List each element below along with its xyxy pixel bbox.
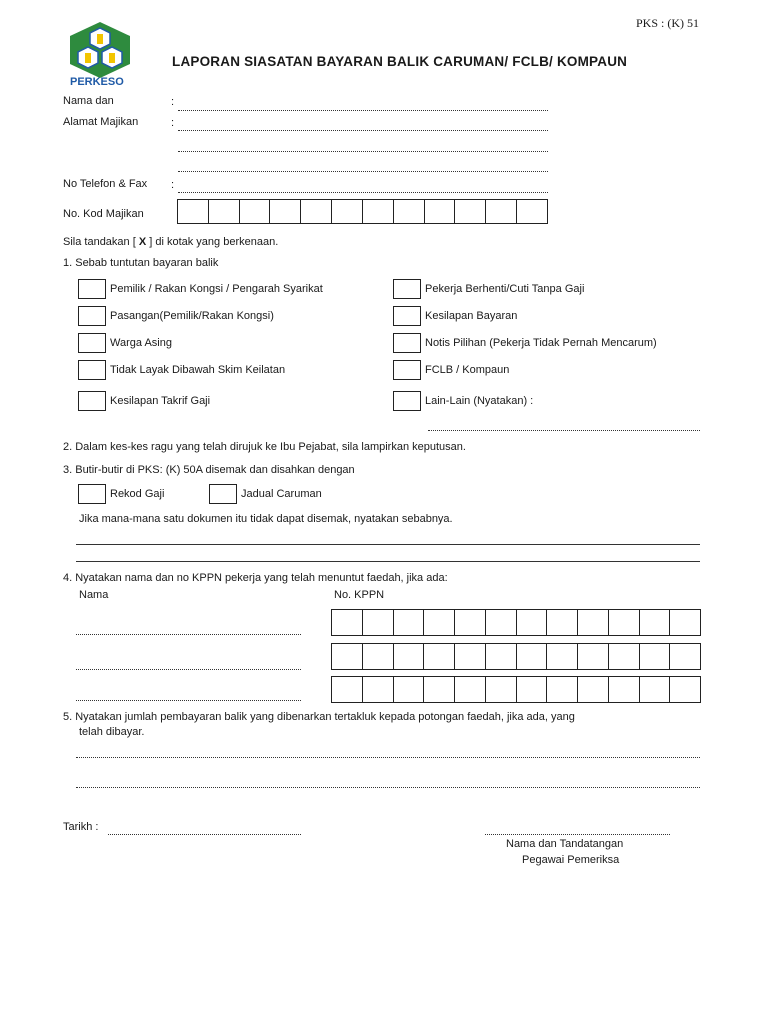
- option-label: Kesilapan Bayaran: [425, 310, 518, 322]
- option-label: Notis Pilihan (Pekerja Tidak Pernah Mencarum): [425, 337, 657, 349]
- perkeso-logo: [64, 20, 136, 90]
- checkbox-employee-stopped[interactable]: [393, 279, 421, 299]
- option-label: Pasangan(Pemilik/Rakan Kongsi): [110, 310, 274, 322]
- option-label: Pemilik / Rakan Kongsi / Pengarah Syarikat: [110, 283, 323, 295]
- checkbox-others[interactable]: [393, 391, 421, 411]
- form-code: PKS : (K) 51: [636, 16, 700, 30]
- checkbox-foreign-worker[interactable]: [78, 333, 106, 353]
- option-label: Lain-Lain (Nyatakan) :: [425, 395, 534, 407]
- checkbox-payment-error[interactable]: [393, 306, 421, 326]
- reason-field-2[interactable]: [76, 561, 700, 562]
- colon: :: [171, 179, 175, 191]
- refund-amount-field-1[interactable]: [76, 757, 700, 758]
- refund-amount-field-2[interactable]: [76, 787, 700, 788]
- kppn-column-header: No. KPPN: [334, 589, 385, 601]
- section1-title: 1. Sebab tuntutan bayaran balik: [63, 257, 219, 269]
- section5-text-line1: 5. Nyatakan jumlah pembayaran balik yang dibenarkan tertakluk kepada potongan faedah, jika ada, yang: [63, 711, 575, 723]
- date-field[interactable]: [108, 834, 301, 835]
- checkbox-fclb-kompaun[interactable]: [393, 360, 421, 380]
- claimant-name-field-2[interactable]: [76, 669, 301, 670]
- name-label-line1: Nama dan: [63, 95, 114, 107]
- checkbox-contribution-schedule[interactable]: [209, 484, 237, 504]
- section3-text: 3. Butir-butir di PKS: (K) 50A disemak dan disahkan dengan: [63, 464, 355, 476]
- phone-fax-field[interactable]: [178, 192, 548, 193]
- option-label: Kesilapan Takrif Gaji: [110, 395, 211, 407]
- employer-code-boxes[interactable]: [177, 199, 548, 224]
- others-specify-field[interactable]: [428, 430, 700, 431]
- checkbox-option-notice[interactable]: [393, 333, 421, 353]
- colon: :: [171, 96, 175, 108]
- signature-label-line2: Pegawai Pemeriksa: [522, 854, 620, 866]
- checkbox-wage-definition-error[interactable]: [78, 391, 106, 411]
- option-label: FCLB / Kompaun: [425, 364, 510, 376]
- instruction-text: Sila tandakan [ X ] di kotak yang berkenaan.: [63, 236, 279, 248]
- checkbox-not-eligible-invalidity[interactable]: [78, 360, 106, 380]
- kppn-boxes-2[interactable]: [331, 643, 701, 670]
- employer-address-field-1[interactable]: [178, 130, 548, 131]
- employer-name-field[interactable]: [178, 110, 548, 111]
- date-label: Tarikh :: [63, 821, 99, 833]
- option-label: Rekod Gaji: [110, 488, 165, 500]
- option-label: Jadual Caruman: [241, 488, 322, 500]
- kppn-boxes-1[interactable]: [331, 609, 701, 636]
- section2-text: 2. Dalam kes-kes ragu yang telah dirujuk ke Ibu Pejabat, sila lampirkan keputusan.: [63, 441, 466, 453]
- option-label: Pekerja Berhenti/Cuti Tanpa Gaji: [425, 283, 585, 295]
- reason-field-1[interactable]: [76, 544, 700, 545]
- employer-code-label: No. Kod Majikan: [63, 208, 144, 220]
- option-label: Tidak Layak Dibawah Skim Keilatan: [110, 364, 286, 376]
- perkeso-logo-icon: [64, 20, 136, 78]
- logo-text: PERKESO: [70, 76, 124, 88]
- phone-label: No Telefon & Fax: [63, 178, 148, 190]
- checkbox-owner-partner-director[interactable]: [78, 279, 106, 299]
- option-label: Warga Asing: [110, 337, 172, 349]
- section4-text: 4. Nyatakan nama dan no KPPN pekerja yang telah menuntut faedah, jika ada:: [63, 572, 448, 584]
- claimant-name-field-1[interactable]: [76, 634, 301, 635]
- employer-address-field-3[interactable]: [178, 171, 548, 172]
- section3-note: Jika mana-mana satu dokumen itu tidak dapat disemak, nyatakan sebabnya.: [79, 513, 453, 525]
- name-column-header: Nama: [79, 589, 109, 601]
- form-title: LAPORAN SIASATAN BAYARAN BALIK CARUMAN/ FCLB/ KOMPAUN: [172, 54, 628, 69]
- signature-label-line1: Nama dan Tandatangan: [506, 838, 624, 850]
- name-label-line2: Alamat Majikan: [63, 116, 139, 128]
- claimant-name-field-3[interactable]: [76, 700, 301, 701]
- employer-address-field-2[interactable]: [178, 151, 548, 152]
- kppn-boxes-3[interactable]: [331, 676, 701, 703]
- checkbox-spouse[interactable]: [78, 306, 106, 326]
- colon: :: [171, 117, 175, 129]
- signature-field[interactable]: [485, 834, 670, 835]
- section5-text-line2: telah dibayar.: [79, 726, 145, 738]
- checkbox-wage-record[interactable]: [78, 484, 106, 504]
